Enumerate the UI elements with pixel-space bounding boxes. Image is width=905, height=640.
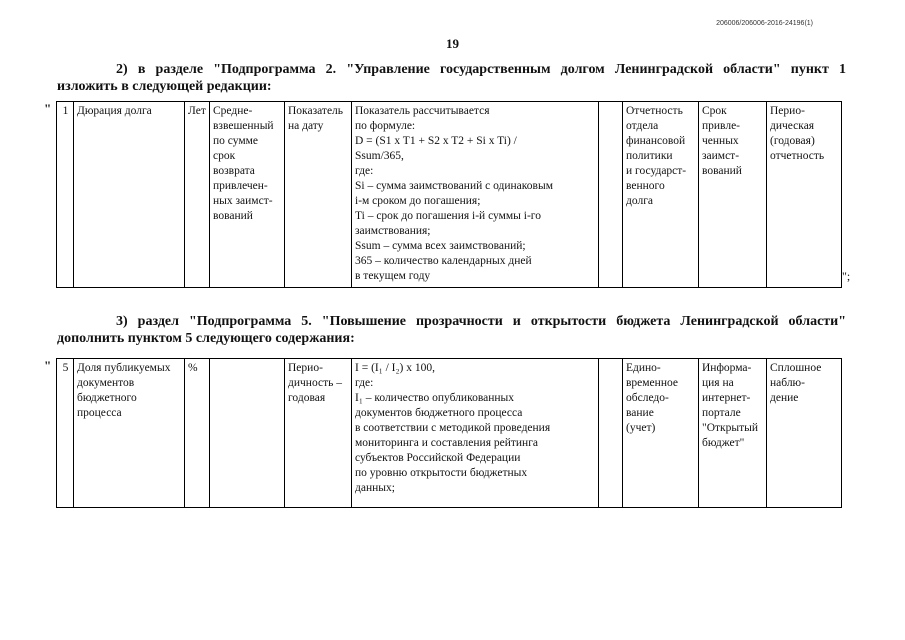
cell-data-source xyxy=(623,102,699,288)
cell-line: по формуле: xyxy=(355,120,416,132)
document-id: 206006/206006-2016-24196(1) xyxy=(716,20,813,27)
cell-line: в соответствии с методикой проведения xyxy=(355,422,551,434)
cell-line: Доля публикуемых xyxy=(77,362,171,374)
cell-line: политики xyxy=(626,150,673,162)
cell-number: 1 xyxy=(57,102,74,288)
cell-line: заимствования; xyxy=(355,225,431,237)
cell-line: Сплошное xyxy=(770,362,822,374)
cell-line: данных; xyxy=(355,482,395,494)
cell-line: Отчетность xyxy=(626,105,683,117)
cell-line: вание xyxy=(626,407,654,419)
cell-formula xyxy=(352,359,599,508)
table1-open-quote: " xyxy=(44,101,52,116)
cell-line: процесса xyxy=(77,407,122,419)
cell-line: бюджет" xyxy=(702,437,745,449)
cell-line: отдела xyxy=(626,120,659,132)
cell-definition xyxy=(210,359,285,508)
cell-line: портале xyxy=(702,407,741,419)
cell-line: дичность – xyxy=(288,377,342,389)
cell-line: Срок xyxy=(702,105,727,117)
cell-line: 365 – количество календарных дней xyxy=(355,255,532,267)
cell-line: заимст- xyxy=(702,150,740,162)
cell-line: Перио- xyxy=(288,362,323,374)
cell-indicator-name xyxy=(74,359,185,508)
cell-line: Едино- xyxy=(626,362,661,374)
cell-line: (учет) xyxy=(626,422,656,434)
cell-line: наблю- xyxy=(770,377,805,389)
cell-line: дение xyxy=(770,392,799,404)
table2-open-quote: " xyxy=(44,358,52,373)
cell-coverage xyxy=(767,102,842,288)
cell-line: и государст- xyxy=(626,165,687,177)
cell-collection-method xyxy=(699,359,767,508)
cell-line: Ssum – сумма всех заимствований; xyxy=(355,240,526,252)
cell-periodicity xyxy=(285,102,352,288)
cell-line: бюджетного xyxy=(77,392,137,404)
cell-data-source xyxy=(623,359,699,508)
cell-line: где: xyxy=(355,377,374,389)
cell-coverage xyxy=(767,359,842,508)
cell-empty xyxy=(599,102,623,288)
section2-intro-line2: изложить в следующей редакции: xyxy=(57,79,272,94)
cell-line: вований xyxy=(213,210,253,222)
cell-number: 5 xyxy=(57,359,74,508)
cell-line: венного xyxy=(626,180,665,192)
cell-line: мониторинга и составления рейтинга xyxy=(355,437,539,449)
cell-line: Показатель xyxy=(288,105,344,117)
cell-line: D = (S1 x T1 + S2 x T2 + Si x Ti) / xyxy=(355,135,517,147)
section3-intro-line1: 3) раздел "Подпрограмма 5. "Повышение прозрачности и открытости бюджета Ленинградской области" xyxy=(116,314,846,329)
cell-line: привлечен- xyxy=(213,180,268,192)
cell-line: Показатель рассчитывается xyxy=(355,105,490,117)
cell-formula xyxy=(352,102,599,288)
cell-line: годовая xyxy=(288,392,326,404)
cell-line: дическая xyxy=(770,120,815,132)
cell-line: долга xyxy=(626,195,654,207)
cell-line: вований xyxy=(702,165,742,177)
cell-line: привле- xyxy=(702,120,741,132)
cell-line: обследо- xyxy=(626,392,669,404)
table-subprogram5 xyxy=(56,358,842,508)
cell-line: взвешенный xyxy=(213,120,274,132)
table-row xyxy=(57,102,842,288)
cell-line: временное xyxy=(626,377,678,389)
page-number: 19 xyxy=(446,36,459,51)
cell-line: ченных xyxy=(702,135,739,147)
cell-line: I₁ – количество опубликованных xyxy=(355,392,514,404)
cell-unit: Лет xyxy=(185,102,210,288)
cell-line: срок xyxy=(213,150,236,162)
table-subprogram2 xyxy=(56,101,842,288)
cell-line: (годовая) xyxy=(770,135,815,147)
cell-unit: % xyxy=(185,359,210,508)
cell-line: ция на xyxy=(702,377,734,389)
cell-line: Перио- xyxy=(770,105,805,117)
cell-line: I = (I₁ / I₂) x 100, xyxy=(355,362,435,374)
cell-line: ных заимст- xyxy=(213,195,273,207)
cell-definition xyxy=(210,102,285,288)
cell-line: Ssum/365, xyxy=(355,150,404,162)
cell-empty xyxy=(599,359,623,508)
cell-line: по сумме xyxy=(213,135,258,147)
cell-line: i-м сроком до погашения; xyxy=(355,195,481,207)
cell-line: субъектов Российской Федерации xyxy=(355,452,521,464)
cell-line: Информа- xyxy=(702,362,752,374)
cell-line: в текущем году xyxy=(355,270,431,282)
cell-line: документов xyxy=(77,377,135,389)
cell-collection-method xyxy=(699,102,767,288)
table-row xyxy=(57,359,842,508)
cell-line: документов бюджетного процесса xyxy=(355,407,523,419)
section2-intro xyxy=(57,61,846,95)
cell-line: на дату xyxy=(288,120,324,132)
section3-intro-line2: дополнить пунктом 5 следующего содержания: xyxy=(57,331,355,346)
section3-intro xyxy=(57,313,846,347)
cell-line: интернет- xyxy=(702,392,751,404)
cell-indicator-name: Дюрация долга xyxy=(74,102,185,288)
cell-line: возврата xyxy=(213,165,255,177)
cell-line: Si – сумма заимствований с одинаковым xyxy=(355,180,553,192)
section2-intro-line1: 2) в разделе "Подпрограмма 2. "Управление государственным долгом Ленинградской области" пункт 1 xyxy=(116,62,846,77)
cell-periodicity xyxy=(285,359,352,508)
cell-line: "Открытый xyxy=(702,422,758,434)
cell-line: где: xyxy=(355,165,374,177)
cell-line: по уровню открытости бюджетных xyxy=(355,467,528,479)
cell-line: отчетность xyxy=(770,150,825,162)
cell-line: Средне- xyxy=(213,105,253,117)
cell-line: финансовой xyxy=(626,135,686,147)
cell-line: Ti – срок до погашения i-й суммы i-го xyxy=(355,210,541,222)
table1-close-quote: "; xyxy=(842,269,851,283)
